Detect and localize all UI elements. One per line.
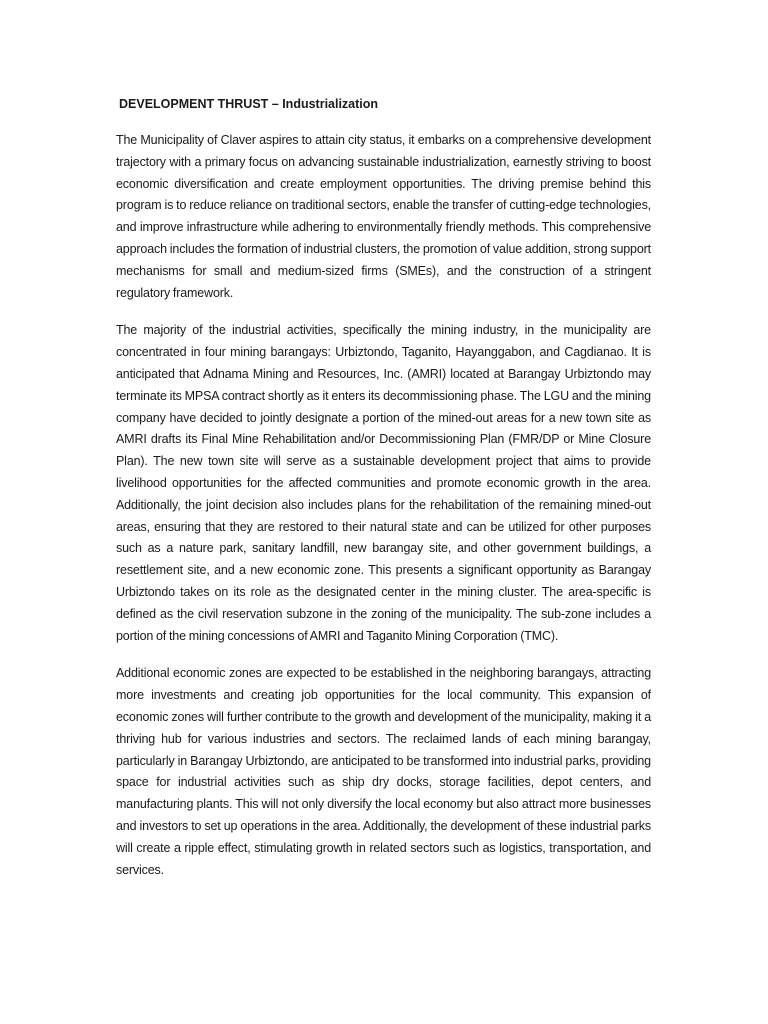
document-page: [116, 96, 651, 897]
document-title: DEVELOPMENT THRUST – Industrialization: [119, 97, 379, 111]
paragraph-economic-zones: Additional economic zones are expected to be established in the neighboring barangays, attracting more investments and creating job opportunities for the local community. This expansion of economic zones will further contribute to the growth and development of the municipality, making it a thriving hub for various industries and sectors. The reclaimed lands of each mining barangay, particularly in Barangay Urbiztondo, are anticipated to be transformed into industrial parks, providing space for industrial activities such as ship dry docks, storage facilities, depot centers, and manufacturing plants. This will not only diversify the local economy but also attract more businesses and investors to set up operations in the area. Additionally, the development of these industrial parks will create a ripple effect, stimulating growth in related sectors such as logistics, transportation, and services.: [116, 666, 651, 877]
paragraph-mining-activities: The majority of the industrial activities, specifically the mining industry, in the municipality are concentrated in four mining barangays: Urbiztondo, Taganito, Hayanggabon, and Cagdianao. It is anticipated that Adnama Mining and Resources, Inc. (AMRI) located at Barangay Urbiztondo may terminate its MPSA contract shortly as it enters its decommissioning phase. The LGU and the mining company have decided to jointly designate a portion of the mined-out areas for a new town site as AMRI drafts its Final Mine Rehabilitation and/or Decommissioning Plan (FMR/DP or Mine Closure Plan). The new town site will serve as a sustainable development project that aims to provide livelihood opportunities for the affected communities and promote economic growth in the area. Additionally, the joint decision also includes plans for the rehabilitation of the remaining mined-out areas, ensuring that they are restored to their natural state and can be utilized for other purposes such as a nature park, sanitary landfill, new barangay site, and other government buildings, a resettlement site, and a new economic zone. This presents a significant opportunity as Barangay Urbiztondo takes on its role as the designated center in the mining cluster. The area-specific is defined as the civil reservation subzone in the zoning of the municipality. The sub-zone includes a portion of the mining concessions of AMRI and Taganito Mining Corporation (TMC).: [116, 323, 651, 643]
paragraph-intro: The Municipality of Claver aspires to attain city status, it embarks on a comprehensive development trajectory with a primary focus on advancing sustainable industrialization, earnestly striving to boost economic diversification and create employment opportunities. The driving premise behind this program is to reduce reliance on traditional sectors, enable the transfer of cutting-edge technologies, and improve infrastructure while adhering to environmentally friendly methods. This comprehensive approach includes the formation of industrial clusters, the promotion of value addition, strong support mechanisms for small and medium-sized firms (SMEs), and the construction of a stringent regulatory framework.: [116, 133, 651, 300]
